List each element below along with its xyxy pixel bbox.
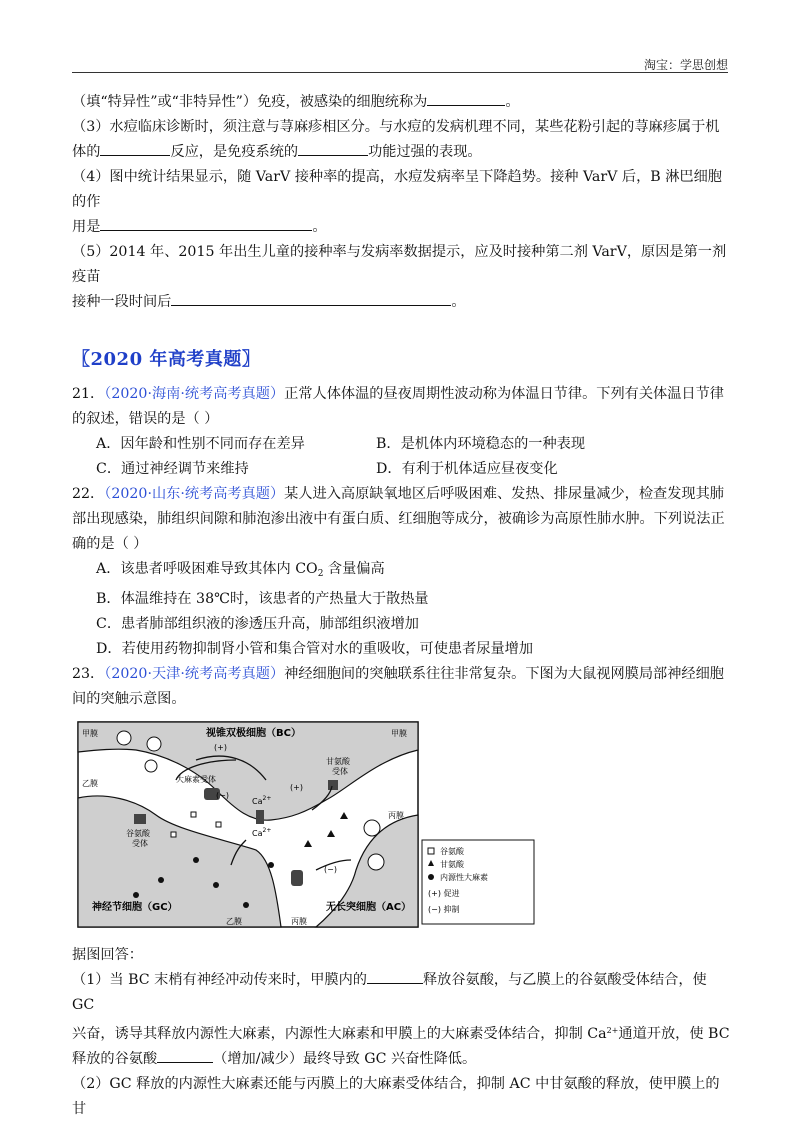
superscript: 2+ <box>262 795 272 802</box>
question-source: （2020·海南·统考高考真题） <box>104 386 285 402</box>
label-cannabinoid-receptor: 大麻素受体 <box>176 775 216 784</box>
q23-stem <box>72 662 732 687</box>
q22-stem3: 确的是（ ） <box>72 536 148 552</box>
label-receptor: 受体 <box>332 767 348 776</box>
answer-blank <box>100 141 170 156</box>
text: （填“特异性”或“非特异性”）免疫，被感染的细胞统称为 <box>72 94 428 110</box>
label-promote: (+) <box>214 743 227 752</box>
q22-stem <box>72 482 732 507</box>
label-receptor: 受体 <box>132 839 148 848</box>
answer-blank <box>157 1048 213 1063</box>
answer-blank <box>100 216 312 231</box>
q21-stem <box>72 382 732 407</box>
prev-question-3b <box>72 140 732 165</box>
vesicle <box>147 737 161 751</box>
superscript: 2+ <box>606 1026 619 1035</box>
cannabinoid-mark <box>193 857 199 863</box>
text: 接种一段时间后 <box>72 294 172 310</box>
legend-promote: (+) 促进 <box>428 889 460 898</box>
option-a: A．因年龄和性别不同而存在差异 <box>96 436 305 452</box>
section-title: 〖2020 年高考真题〗 <box>72 349 261 370</box>
label-ac: 无长突细胞（AC） <box>326 902 412 913</box>
question-number: 22． <box>72 486 105 502</box>
cannabinoid-receptor-ac <box>291 870 303 886</box>
page-content <box>72 90 732 1122</box>
synapse-figure <box>76 720 536 930</box>
glutamate-mark <box>216 822 221 827</box>
text: 神经细胞间的突触联系往往非常复杂。下图为大鼠视网膜局部神经细胞 <box>284 666 724 682</box>
text: 某人进入高原缺氧地区后呼吸困难、发热、排尿量减少，检查发现其肺 <box>284 486 724 502</box>
cannabinoid-mark <box>158 877 164 883</box>
label-inhibit: (−) <box>324 865 337 874</box>
glutamate-receptor <box>134 814 146 824</box>
label-promote: (+) <box>290 783 303 792</box>
cannabinoid-mark <box>133 892 139 898</box>
text: （4）图中统计结果显示，随 VarV 接种率的提高，水痘发病率呈下降趋势。接种 VarV 后，B 淋巴细胞的作 <box>72 169 722 210</box>
q21-options-cd <box>72 457 732 482</box>
question-source: （2020·天津·统考高考真题） <box>104 666 285 682</box>
q21-options-ab <box>72 432 732 457</box>
question-number: 21． <box>72 386 105 402</box>
glutamate-mark <box>171 832 176 837</box>
text: 。 <box>505 94 520 110</box>
cannabinoid-mark <box>213 882 219 888</box>
subscript: 2 <box>317 569 324 579</box>
q22-stem2: 部出现感染，肺组织间隙和肺泡渗出液中有蛋白质、红细胞等成分，被确诊为高原性肺水肿。下列说法正 <box>72 511 725 527</box>
superscript: 2+ <box>262 827 272 834</box>
text: Ca <box>252 829 263 838</box>
legend-cannabinoid-swatch <box>428 874 434 880</box>
ca-channel <box>256 810 264 824</box>
text: 反应，是免疫系统的 <box>170 144 299 160</box>
legend-glutamate-swatch <box>428 848 434 854</box>
label-glycine-receptor: 甘氨酸 <box>326 757 350 766</box>
q22-option-d: D．若使用药物抑制肾小管和集合管对水的重吸收，可使患者尿量增加 <box>96 641 534 657</box>
q23-stem2: 间的突触示意图。 <box>72 691 186 707</box>
vesicle <box>368 854 384 870</box>
label-inhibit: (−) <box>216 791 229 800</box>
page-header: 淘宝：学思创想 <box>643 58 728 72</box>
text: 含量偏高 <box>323 561 385 577</box>
answer-blank <box>367 969 423 984</box>
label-bc: 视锥双极细胞（BC） <box>206 728 301 739</box>
label-yi-bottom: 乙膜 <box>226 917 242 926</box>
question-number: 23． <box>72 666 105 682</box>
q21-stem2: 的叙述，错误的是（ ） <box>72 411 219 427</box>
cannabinoid-mark <box>243 902 249 908</box>
text: （5）2014 年、2015 年出生儿童的接种率与发病率数据提示，应及时接种第二剂 VarV，原因是第一剂疫苗 <box>72 244 727 285</box>
label-jia-right: 甲膜 <box>391 729 407 738</box>
text: 通道开放，使 BC <box>618 1026 730 1042</box>
legend-glycine: 甘氨酸 <box>440 860 464 869</box>
question-source: （2020·山东·统考高考真题） <box>104 486 285 502</box>
prev-question-5 <box>72 240 732 290</box>
text: 正常人体体温的昼夜周期性波动称为体温日节律。下列有关体温日节律 <box>284 386 724 402</box>
answer-blank <box>427 91 505 106</box>
vesicle <box>145 760 157 772</box>
q23-sub1-line2 <box>72 1018 732 1047</box>
text: 兴奋，诱导其释放内源性大麻素，内源性大麻素和甲膜上的大麻素受体结合，抑制 Ca <box>72 1026 607 1042</box>
legend-glutamate: 谷氨酸 <box>440 847 464 856</box>
legend-inhibit: (−) 抑制 <box>428 905 460 914</box>
q23-sub1-line3 <box>72 1047 732 1072</box>
label-bing-right: 丙膜 <box>388 811 404 820</box>
text: A．该患者呼吸困难导致其体内 CO <box>96 561 318 577</box>
cannabinoid-mark <box>268 862 274 868</box>
label-glutamate-receptor: 谷氨酸 <box>126 829 150 838</box>
text: 用是 <box>72 219 101 235</box>
option-d: D．有利于机体适应昼夜变化 <box>376 461 558 477</box>
q22-option-a <box>72 557 732 587</box>
prev-question-5b <box>72 290 732 315</box>
legend-cannabinoid: 内源性大麻素 <box>440 873 488 882</box>
answer-blank <box>298 141 368 156</box>
text: （增加/减少）最终导致 GC 兴奋性降低。 <box>213 1051 477 1067</box>
text: Ca <box>252 797 263 806</box>
text: 。 <box>451 294 466 310</box>
glycine-receptor <box>328 780 338 790</box>
text: 体的 <box>72 144 101 160</box>
text: 释放谷氨酸，与乙膜上的谷氨酸受体结合，使 GC <box>72 972 707 1013</box>
text: （3）水痘临床诊断时，须注意与荨麻疹相区分。与水痘的发病机理不同，某些花粉引起的荨麻疹属于机 <box>72 119 720 135</box>
answer-blank <box>171 291 451 306</box>
text: 功能过强的表现。 <box>368 144 482 160</box>
label-gc: 神经节细胞（GC） <box>92 902 178 913</box>
label-bing-bottom: 丙膜 <box>291 917 307 926</box>
q23-sub2: （2）GC 释放的内源性大麻素还能与丙膜上的大麻素受体结合，抑制 AC 中甘氨酸的释放，使甲膜上的甘 <box>72 1076 720 1117</box>
text: 释放的谷氨酸 <box>72 1051 158 1067</box>
option-b: B．是机体内环境稳态的一种表现 <box>376 436 586 452</box>
label-jia-left: 甲膜 <box>82 729 98 738</box>
label-yi-left: 乙膜 <box>82 779 98 788</box>
q22-option-c: C．患者肺部组织液的渗透压升高，肺部组织液增加 <box>96 616 419 632</box>
prev-question-line1 <box>72 90 732 115</box>
text: 。 <box>312 219 327 235</box>
q23-sub1 <box>72 968 732 1018</box>
prev-question-4b <box>72 215 732 240</box>
q22-option-b: B．体温维持在 38℃时，该患者的产热量大于散热量 <box>96 591 429 607</box>
prev-question-4 <box>72 165 732 215</box>
text: （1）当 BC 末梢有神经冲动传来时，甲膜内的 <box>72 972 367 988</box>
q23-answer-prompt: 据图回答： <box>72 947 143 963</box>
vesicle <box>364 820 380 836</box>
vesicle <box>117 731 131 745</box>
option-c: C．通过神经调节来维持 <box>96 461 249 477</box>
prev-question-3 <box>72 115 732 140</box>
glutamate-mark <box>191 812 196 817</box>
header-rule <box>72 72 728 73</box>
